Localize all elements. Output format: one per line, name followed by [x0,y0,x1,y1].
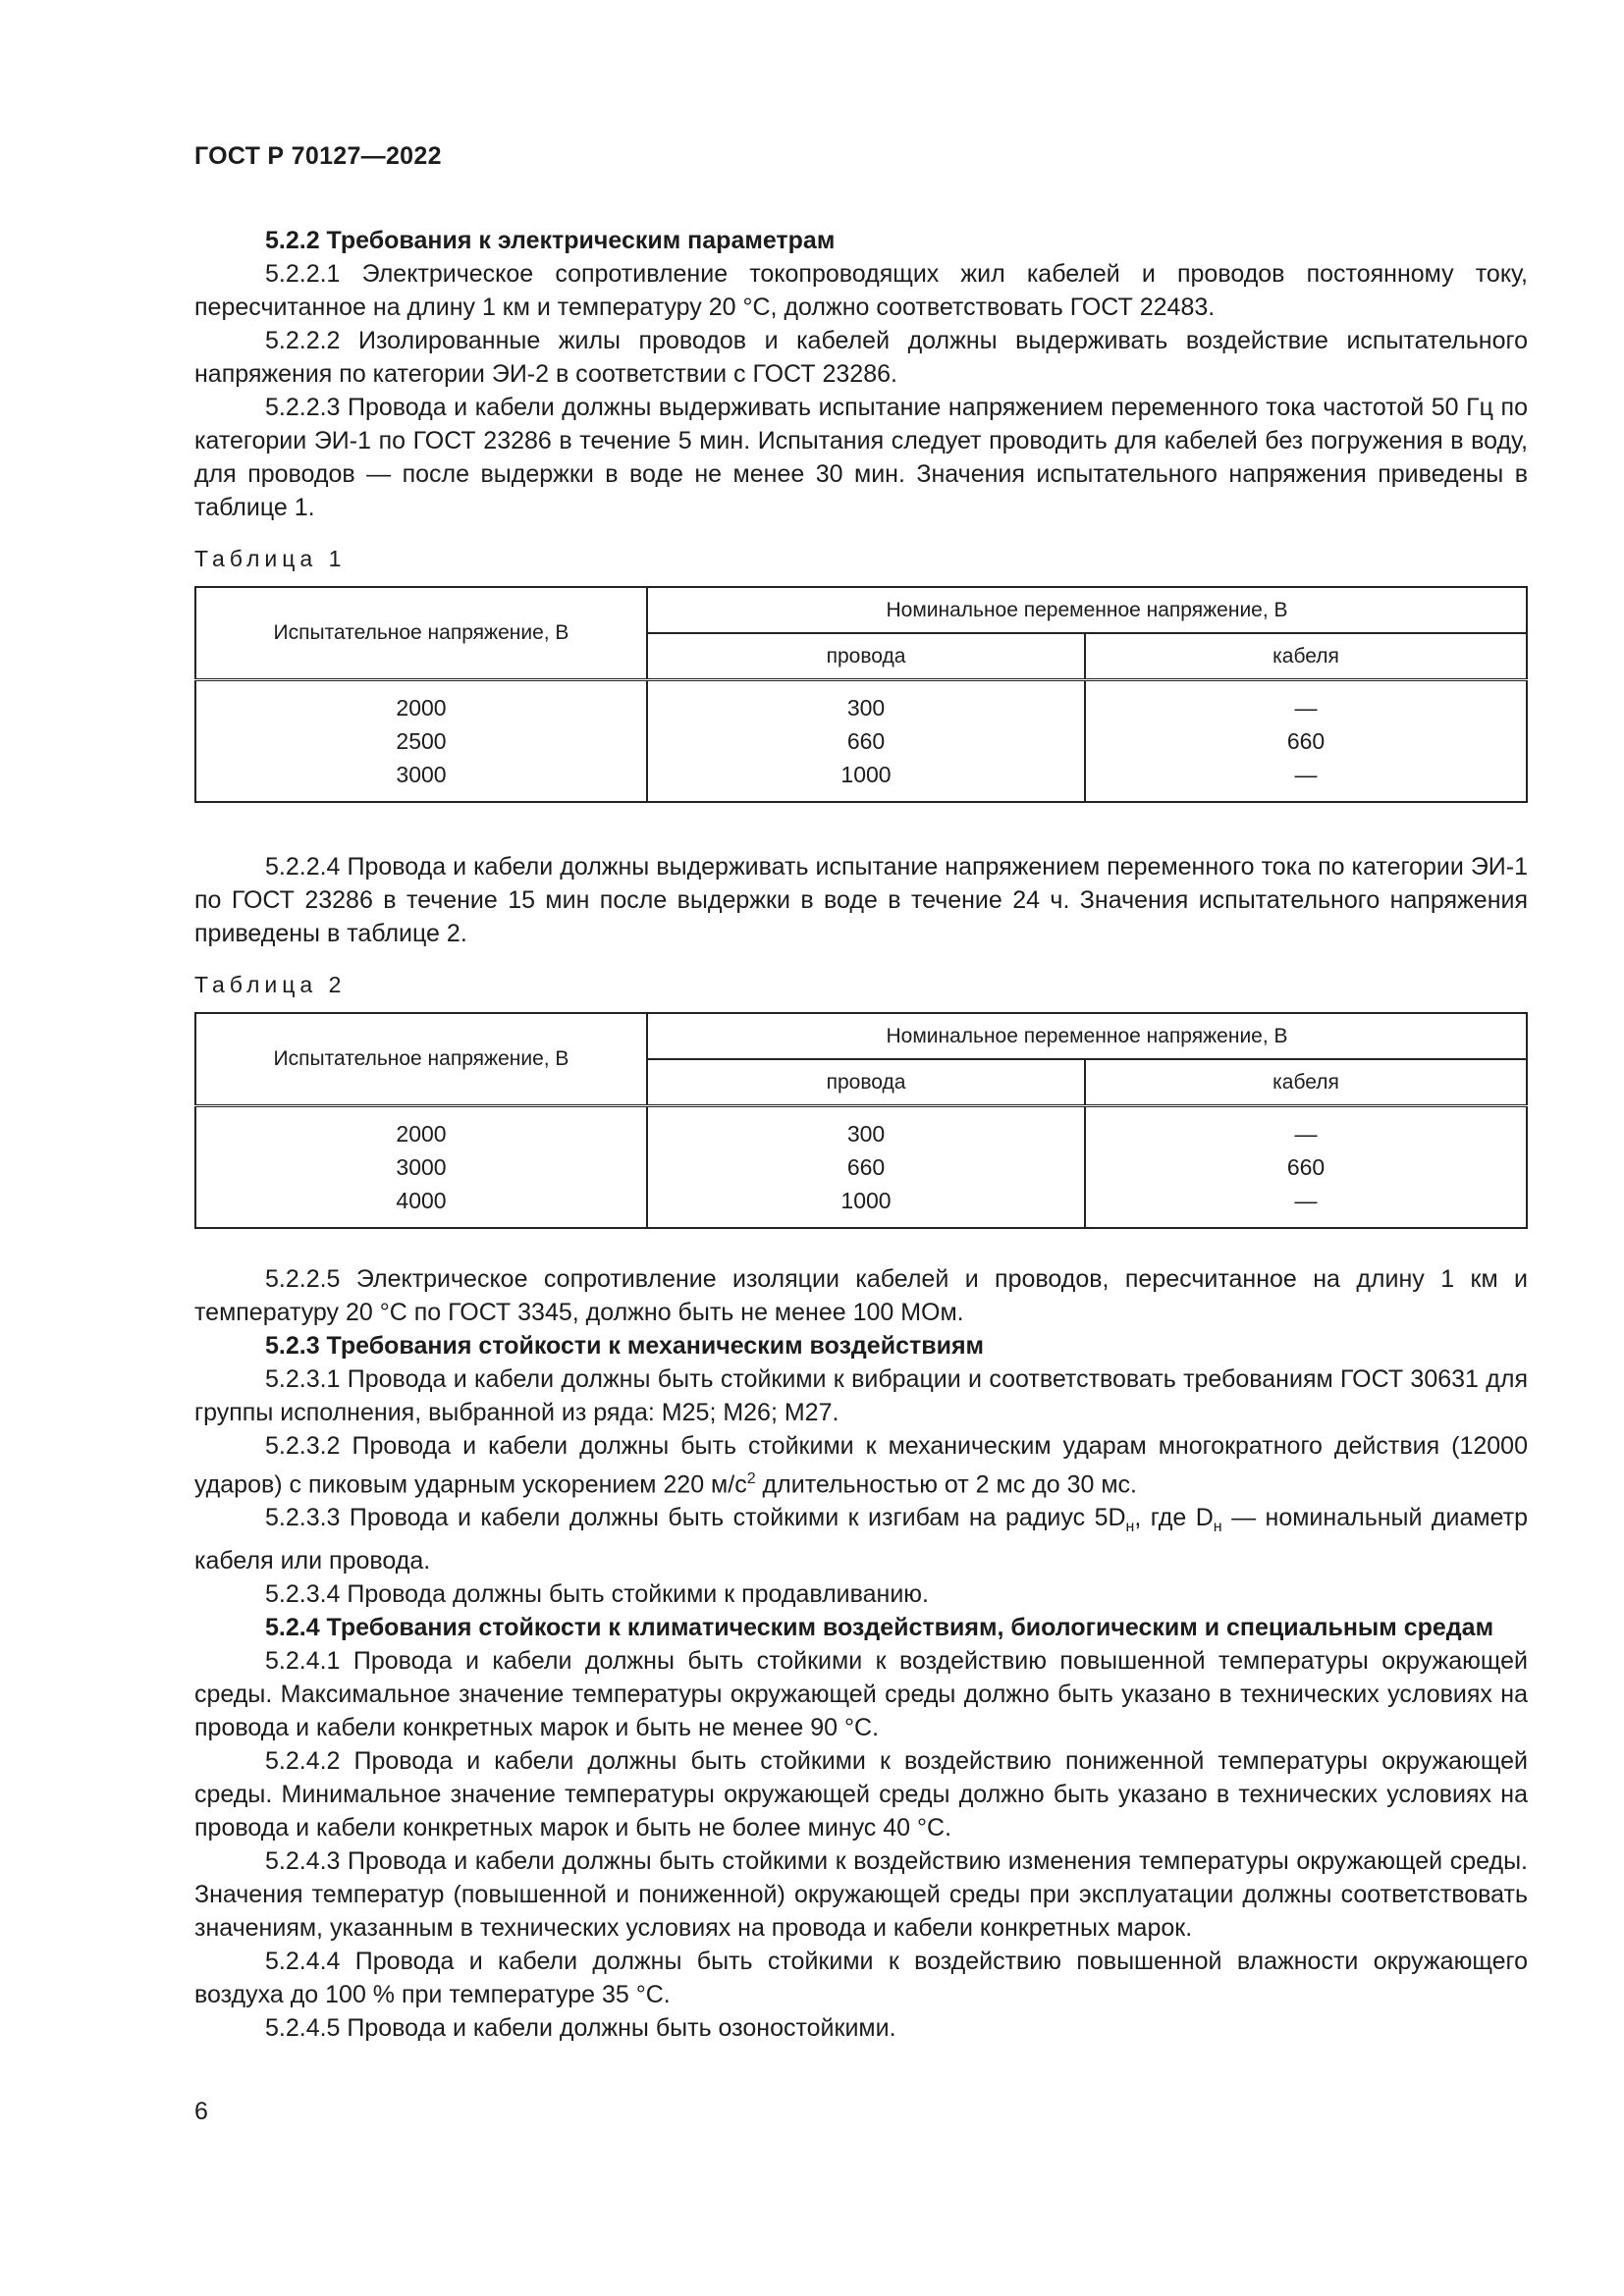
table-1 [194,586,1528,803]
paragraph-5-2-2-3: 5.2.2.3 Провода и кабели должны выдерживать испытание напряжением переменного тока частотой 50 Гц по категории ЭИ-1 по ГОСТ 23286 в течение 5 мин. Испытания следует проводить для кабелей без погружения в воду, для проводов — после выдержки в воде не менее 30 мин. Значения испытательного напряжения приведены в таблице 1. [194,394,1528,521]
paragraph-5-2-3-1: 5.2.3.1 Провода и кабели должны быть стойкими к вибрации и соответствовать требованиям ГОСТ 30631 для группы исполнения, выбранной из ряда: М25; М26; М27. [194,1365,1528,1426]
paragraph-5-2-3-2: 5.2.3.2 Провода и кабели должны быть стойкими к механическим ударам многократного действия (12000 ударов) с пиковым ударным ускорением 220 $м/с^2$ длительностью от 2 мс до 30 мс. [194,1432,1528,1499]
paragraph-5-2-3-3: 5.2.3.3 Провода и кабели должны быть стойкими к изгибам на радиус $5D_н$, где $D_н$ — номинальный диаметр кабеля или провода. [194,1504,1528,1575]
table-1-caption: Таблица 1 [194,546,347,571]
table-2 [194,1012,1528,1229]
section-heading-5-2-2: 5.2.2 Требования к электрическим параметрам [265,227,836,254]
table-cell: 2000 [195,1106,647,1151]
table-cell: — [1294,1120,1318,1147]
paragraph-5-2-2-1: 5.2.2.1 Электрическое сопротивление токопроводящих жил кабелей и проводов постоянному току, пересчитанное на длину 1 км и температуру 20 °С, должно соответствовать ГОСТ 22483. [194,260,1528,321]
page-number: 6 [194,2098,208,2125]
paragraph-5-2-4-2: 5.2.4.2 Провода и кабели должны быть стойкими к воздействию пониженной температуры окружающей среды. Минимальное значение температуры окружающей среды должно быть указано в технических условиях на провода и кабели конкретных марок и быть не более минус 40 °С. [194,1747,1528,1842]
paragraph-5-2-3-4: 5.2.3.4 Провода должны быть стойкими к продавливанию. [265,1580,929,1609]
table-cell: — [1294,761,1318,787]
document-page [194,142,1528,2045]
section-heading-5-2-4: 5.2.4 Требования стойкости к климатическим воздействиям, биологическим и специальным средам [265,1614,1494,1642]
table-row [195,1106,1527,1151]
table-row [195,758,1527,802]
section-heading-5-2-3: 5.2.3 Требования стойкости к механическим воздействиям [265,1332,985,1360]
table-1-header-cables: кабеля [1085,633,1527,680]
table-cell: 660 [647,724,1085,758]
paragraph-5-2-4-1: 5.2.4.1 Провода и кабели должны быть стойкими к воздействию повышенной температуры окружающей среды. Максимальное значение температуры окружающей среды должно быть указано в технических условиях на провода и кабели конкретных марок и быть не менее 90 °С. [194,1647,1528,1742]
table-cell: 2000 [195,680,647,725]
paragraph-5-2-2-5: 5.2.2.5 Электрическое сопротивление изоляции кабелей и проводов, пересчитанное на длину 1 км и температуру 20 °С по ГОСТ 3345, должно быть не менее 100 МОм. [194,1265,1528,1326]
paragraph-5-2-2-4: 5.2.2.4 Провода и кабели должны выдерживать испытание напряжением переменного тока по категории ЭИ-1 по ГОСТ 23286 в течение 15 мин после выдержки в воде в течение 24 ч. Значения испытательного напряжения приведены в таблице 2. [194,853,1528,947]
table-2-caption: Таблица 2 [194,972,347,997]
table-cell: 660 [647,1150,1085,1184]
table-cell: 660 [1286,727,1326,754]
table-row [195,680,1527,725]
table-cell: 660 [1286,1153,1326,1180]
table-2-header-test-voltage: Испытательное напряжение, В [195,1013,647,1106]
paragraph-5-2-4-5: 5.2.4.5 Провода и кабели должны быть озоностойкими. [265,2014,896,2043]
paragraph-5-2-4-3: 5.2.4.3 Провода и кабели должны быть стойкими к воздействию изменения температуры окружающей среды. Значения температур (повышенной и пониженной) окружающей среды при эксплуатации должны соответствовать значениям, указанным в технических условиях на провода и кабели конкретных марок. [194,1847,1528,1943]
paragraph-5-2-2-2: 5.2.2.2 Изолированные жилы проводов и кабелей должны выдерживать воздействие испытательного напряжения по категории ЭИ-2 в соответствии с ГОСТ 23286. [194,327,1528,388]
table-row [195,724,1527,758]
document-title: ГОСТ Р 70127—2022 [194,142,442,170]
table-2-header-nominal-voltage: Номинальное переменное напряжение, В [886,1024,1288,1047]
table-cell: 1000 [647,758,1085,802]
table-2-header-wires: провода [647,1059,1085,1106]
table-cell: 300 [647,680,1085,725]
table-row [195,1150,1527,1184]
table-1-header-test-voltage: Испытательное напряжение, В [195,587,647,680]
paragraph-5-2-4-4: 5.2.4.4 Провода и кабели должны быть стойкими к воздействию повышенной влажности окружающего воздуха до 100 % при температуре 35 °С. [194,1948,1528,2009]
table-cell: 300 [647,1106,1085,1151]
table-cell: 3000 [195,758,647,802]
table-2-header-cables: кабеля [1085,1059,1527,1106]
table-cell: 4000 [195,1184,647,1228]
table-cell: 1000 [647,1184,1085,1228]
table-cell: 2500 [195,724,647,758]
table-cell: — [1294,694,1318,721]
table-row [195,1184,1527,1228]
table-1-header-wires: провода [647,633,1085,680]
table-cell: 3000 [195,1150,647,1184]
table-cell: — [1294,1187,1318,1213]
table-1-header-nominal-voltage: Номинальное переменное напряжение, В [886,598,1288,621]
